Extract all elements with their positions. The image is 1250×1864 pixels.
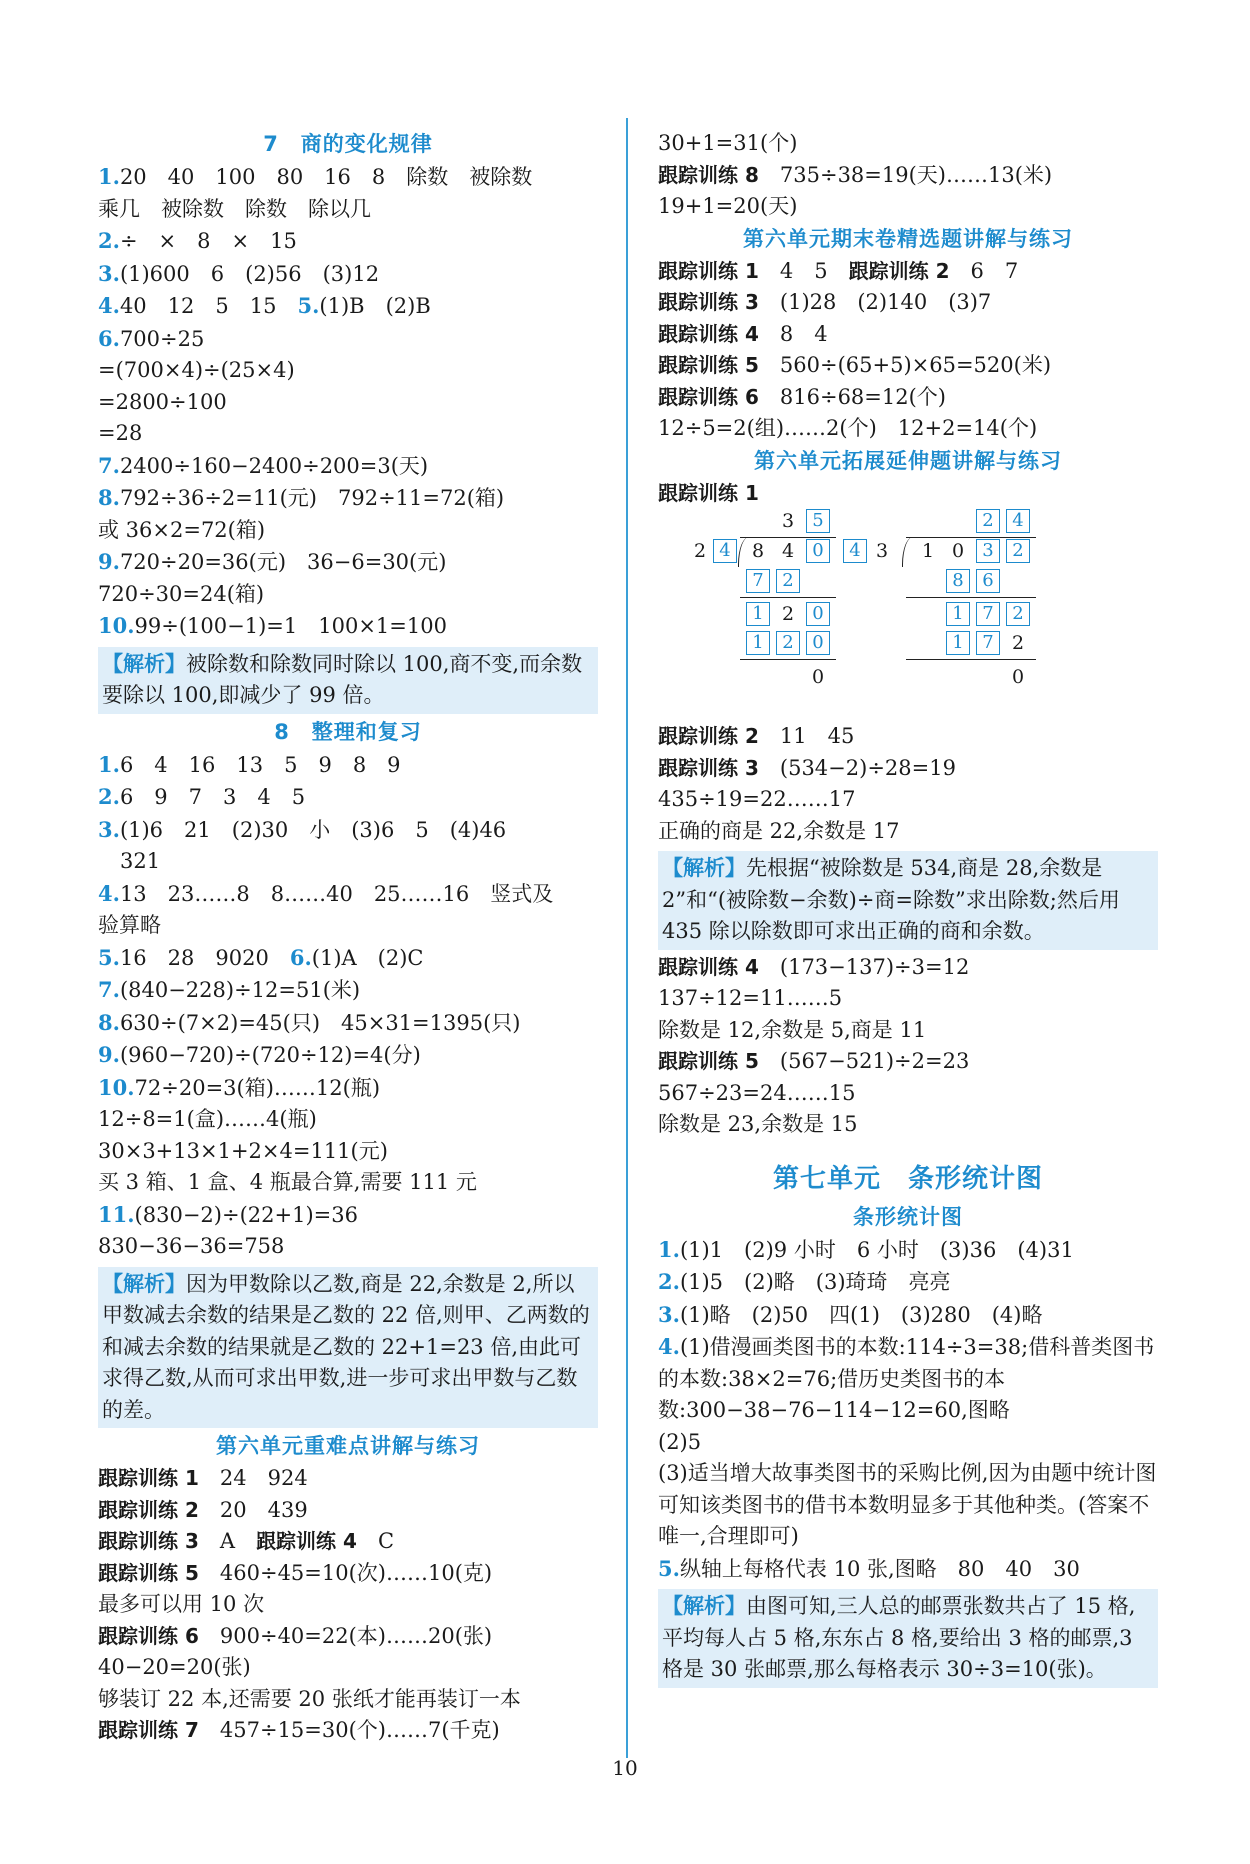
question-number: 10. xyxy=(98,613,135,638)
division-bracket xyxy=(902,537,913,567)
answer-text: (1)600 6 (2)56 (3)12 xyxy=(119,261,380,286)
answer-text: 11 45 xyxy=(758,724,855,748)
analysis-box xyxy=(658,851,1158,950)
answer-line xyxy=(658,1046,1158,1078)
digit: 1 xyxy=(921,540,935,562)
answer-line xyxy=(98,610,598,643)
drill-label: 跟踪训练 3 xyxy=(98,1529,199,1553)
answer-text: 735÷38=19(天)……13(米) xyxy=(758,162,1053,187)
answer-line xyxy=(658,413,1158,445)
answer-line xyxy=(98,323,598,356)
digit: 2 xyxy=(781,603,795,625)
filled-digit-box: 0 xyxy=(806,539,830,563)
filled-digit-box: 7 xyxy=(976,602,1000,626)
answer-line xyxy=(658,1234,1158,1267)
answer-text: (1)借漫画类图书的本数:114÷3=38;借科普类图书的本数:38×2=76;借历史类图书的本数:300−38−76−114−12=60,图略 xyxy=(658,1335,1155,1422)
answer-line xyxy=(98,161,598,194)
section-heading: 8 整理和复习 xyxy=(274,719,422,744)
analysis-tag: 【解析】 xyxy=(662,856,746,880)
answer-text: 2400÷160−2400÷200=3(天) xyxy=(119,453,429,478)
answer-line xyxy=(98,450,598,483)
answer-text: 或 36×2=72(箱) xyxy=(98,517,266,542)
answer-text: 纵轴上每格代表 10 张,图略 80 40 30 xyxy=(679,1556,1080,1581)
answer-line xyxy=(658,983,1158,1015)
filled-digit-box: 3 xyxy=(976,539,1000,563)
answer-text: ÷ × 8 × 15 xyxy=(119,229,297,253)
answer-line xyxy=(658,287,1158,319)
answer-line xyxy=(658,191,1158,223)
division-bar xyxy=(906,537,1036,538)
answer-line xyxy=(98,1558,598,1590)
answer-line xyxy=(658,1109,1158,1141)
answer-line xyxy=(658,753,1158,785)
answer-text: 40 12 5 15 xyxy=(119,294,298,318)
filled-digit-box: 2 xyxy=(1006,602,1030,626)
answer-text: (840−228)÷12=51(米) xyxy=(119,978,361,1002)
section-heading: 条形统计图 xyxy=(853,1204,963,1229)
analysis-text: 因为甲数除以乙数,商是 22,余数是 2,所以甲数减去余数的结果是乙数的 22 倍,则甲、乙两数的和减去余数的结果就是乙数的 22+1=23 倍,由此可求得乙数,从而可求出甲数,进一步可求出甲数与乙数的差。 xyxy=(102,1271,590,1422)
answer-text: (1)1 (2)9 小时 6 小时 (3)36 (4)31 xyxy=(679,1237,1074,1262)
answer-text: 买 3 箱、1 盒、4 瓶最合算,需要 111 元 xyxy=(98,1170,477,1194)
answer-line xyxy=(98,1652,598,1684)
answer-text: =28 xyxy=(98,421,143,445)
question-number: 9. xyxy=(98,549,120,574)
right-column-top xyxy=(658,128,1158,509)
answer-text: 567÷23=24……15 xyxy=(658,1080,856,1105)
answer-line xyxy=(98,258,598,291)
answer-text: 13 23……8 8……40 25……16 竖式及 xyxy=(119,881,554,906)
filled-digit-box: 7 xyxy=(746,569,770,593)
answer-text: 30+1=31(个) xyxy=(658,131,798,155)
answer-line xyxy=(658,816,1158,848)
answer-line xyxy=(98,814,598,847)
subtraction-line xyxy=(740,597,836,598)
drill-label: 跟踪训练 3 xyxy=(658,290,759,314)
answer-text: (1)略 (2)50 四(1) (3)280 (4)略 xyxy=(679,1302,1043,1327)
analysis-text: 先根据“被除数是 534,商是 28,余数是 2”和“(被除数−余数)÷商=除数”求出除数;然后用 435 除以除数即可求出正确的商和余数。 xyxy=(662,856,1120,943)
drill-label: 跟踪训练 5 xyxy=(658,1049,759,1073)
question-number: 6. xyxy=(98,325,120,351)
answer-line xyxy=(98,546,598,579)
division-bar xyxy=(740,537,836,538)
answer-line xyxy=(98,1167,598,1199)
answer-line xyxy=(98,1495,598,1527)
answer-line xyxy=(658,1331,1158,1427)
answer-line xyxy=(658,128,1158,160)
filled-digit-box: 4 xyxy=(1006,509,1030,533)
digit: 2 xyxy=(1011,632,1025,654)
answer-line xyxy=(98,515,598,547)
answer-line xyxy=(658,256,1158,288)
answer-line xyxy=(98,1684,598,1716)
answer-line xyxy=(98,225,598,258)
answer-text: 12÷8=1(盒)……4(瓶) xyxy=(98,1107,317,1131)
answer-text: 460÷45=10(次)……10(克) xyxy=(198,1560,493,1585)
answer-text: 720÷30=24(箱) xyxy=(98,581,265,606)
answer-line xyxy=(98,1589,598,1621)
answer-text: 16 28 9020 xyxy=(119,945,290,970)
subtraction-line xyxy=(740,659,836,660)
question-number: 1. xyxy=(98,164,120,189)
drill-label: 跟踪训练 6 xyxy=(98,1623,199,1648)
answer-text: 19+1=20(天) xyxy=(658,194,798,218)
digit: 3 xyxy=(781,510,795,532)
section-heading: 第六单元重难点讲解与练习 xyxy=(216,1434,480,1458)
answer-text: C xyxy=(356,1529,395,1553)
drill-label: 跟踪训练 4 xyxy=(256,1529,357,1553)
answer-text: 560÷(65+5)×65=520(米) xyxy=(758,353,1052,377)
answer-text: 6 9 7 3 4 5 xyxy=(119,785,306,809)
analysis-tag: 【解析】 xyxy=(102,651,186,676)
filled-digit-box: 1 xyxy=(946,602,970,626)
drill-label: 跟踪训练 1 xyxy=(658,480,759,505)
answer-text: 30×3+13×1+2×4=111(元) xyxy=(98,1138,388,1163)
answer-text: 99÷(100−1)=1 100×1=100 xyxy=(134,614,447,638)
drill-label: 跟踪训练 1 xyxy=(98,1466,199,1490)
answer-line xyxy=(658,350,1158,382)
answer-line xyxy=(98,1715,598,1747)
answer-text: (173−137)÷3=12 xyxy=(758,954,970,979)
drill-label: 跟踪训练 2 xyxy=(658,724,759,748)
digit: 2 xyxy=(693,540,707,562)
question-number: 7. xyxy=(98,977,120,1002)
answer-line xyxy=(98,1039,598,1072)
answer-text: 6 7 xyxy=(949,258,1019,283)
column-divider xyxy=(626,118,628,1758)
drill-label: 跟踪训练 6 xyxy=(658,384,759,409)
question-number: 5. xyxy=(297,293,320,318)
answer-line xyxy=(658,721,1158,753)
answer-text: =(700×4)÷(25×4) xyxy=(98,358,295,382)
answer-line xyxy=(98,1104,598,1136)
answer-line xyxy=(658,1266,1158,1299)
answer-text: 6 4 16 13 5 9 8 9 xyxy=(119,752,401,777)
drill-label: 跟踪训练 5 xyxy=(658,353,759,377)
answer-text: 816÷68=12(个) xyxy=(758,384,946,409)
answer-line xyxy=(658,1553,1158,1586)
answer-text: 720÷20=36(元) 36−6=30(元) xyxy=(119,550,447,574)
answer-text: 24 924 xyxy=(198,1466,308,1490)
answer-text: 20 40 100 80 16 8 除数 被除数 xyxy=(119,165,533,189)
answer-text: (830−2)÷(22+1)=36 xyxy=(134,1202,358,1227)
answer-text: 除数是 23,余数是 15 xyxy=(658,1112,858,1136)
answer-line xyxy=(98,1072,598,1105)
answer-text: 435÷19=22……17 xyxy=(658,787,856,811)
filled-digit-box: 2 xyxy=(976,509,1000,533)
question-number: 4. xyxy=(98,293,120,318)
answer-line xyxy=(98,910,598,942)
analysis-tag: 【解析】 xyxy=(102,1271,186,1296)
answer-text: (960−720)÷(720÷12)=4(分) xyxy=(119,1043,421,1067)
question-number: 3. xyxy=(98,816,120,842)
filled-digit-box: 4 xyxy=(843,539,867,563)
answer-line xyxy=(98,1621,598,1653)
filled-digit-box: 8 xyxy=(946,569,970,593)
answer-text: 792÷36÷2=11(元) 792÷11=72(箱) xyxy=(119,486,505,510)
subtraction-line xyxy=(906,597,1036,598)
digit: 3 xyxy=(875,540,889,562)
drill-label: 跟踪训练 8 xyxy=(658,162,759,187)
answer-text: A xyxy=(198,1529,257,1553)
answer-text: 700÷25 xyxy=(119,326,205,351)
answer-line xyxy=(658,319,1158,351)
answer-line xyxy=(98,290,598,323)
answer-line xyxy=(98,942,598,975)
answer-line xyxy=(98,1526,598,1558)
answer-text: 20 439 xyxy=(198,1497,308,1522)
answer-text: (2)5 xyxy=(658,1429,702,1454)
answer-line xyxy=(98,387,598,419)
digit: 0 xyxy=(951,540,965,562)
answer-text: 137÷12=11……5 xyxy=(658,986,843,1010)
answer-line xyxy=(98,1199,598,1232)
analysis-tag: 【解析】 xyxy=(662,1594,746,1618)
answer-line xyxy=(98,482,598,515)
answer-line xyxy=(98,1463,598,1495)
answer-text: 除数是 12,余数是 5,商是 11 xyxy=(658,1017,927,1042)
answer-text: (1)5 (2)略 (3)琦琦 亮亮 xyxy=(679,1270,951,1294)
answer-text: (567−521)÷2=23 xyxy=(758,1049,970,1073)
filled-digit-box: 5 xyxy=(806,509,830,533)
question-number: 11. xyxy=(98,1201,135,1227)
drill-label: 跟踪训练 7 xyxy=(98,1718,199,1742)
answer-line xyxy=(98,846,598,878)
section-heading: 第六单元拓展延伸题讲解与练习 xyxy=(754,448,1062,473)
question-number: 4. xyxy=(98,880,120,906)
answer-text: 最多可以用 10 次 xyxy=(98,1592,265,1616)
drill-label: 跟踪训练 3 xyxy=(658,755,759,780)
right-column-bottom xyxy=(658,721,1158,1688)
answer-text: 457÷15=30(个)……7(千克) xyxy=(198,1718,500,1742)
answer-text: (1)28 (2)140 (3)7 xyxy=(758,290,992,314)
answer-text: 630÷(7×2)=45(只) 45×31=1395(只) xyxy=(119,1010,521,1035)
analysis-text: 由图可知,三人总的邮票张数共占了 15 格,平均每人占 5 格,东东占 8 格,要给出 3 格的邮票,3 格是 30 张邮票,那么每格表示 30÷3=10(张)。 xyxy=(662,1594,1136,1681)
answer-line xyxy=(658,1299,1158,1332)
answer-line xyxy=(98,418,598,450)
answer-text: 验算略 xyxy=(98,913,161,937)
answer-text: 900÷40=22(本)……20(张) xyxy=(198,1623,493,1648)
answer-line xyxy=(658,1458,1158,1553)
filled-digit-box: 2 xyxy=(776,569,800,593)
answer-line xyxy=(658,160,1158,192)
filled-digit-box: 7 xyxy=(976,631,1000,655)
question-number: 1. xyxy=(658,1236,680,1262)
page-number: 10 xyxy=(612,1756,638,1780)
filled-digit-box: 2 xyxy=(776,631,800,655)
answer-line xyxy=(98,1231,598,1263)
filled-digit-box: 1 xyxy=(746,602,770,626)
drill-label: 跟踪训练 2 xyxy=(848,258,950,283)
question-number: 2. xyxy=(658,1269,680,1294)
digit: 4 xyxy=(781,540,795,562)
answer-line xyxy=(658,1427,1158,1459)
question-number: 10. xyxy=(98,1074,135,1100)
filled-digit-box: 1 xyxy=(946,631,970,655)
drill-label: 跟踪训练 2 xyxy=(98,1497,199,1522)
filled-digit-box: 4 xyxy=(713,539,737,563)
right-column xyxy=(658,128,1158,1690)
question-number: 3. xyxy=(658,1301,680,1327)
question-number: 1. xyxy=(98,751,120,777)
answer-text: (534−2)÷28=19 xyxy=(758,755,956,780)
answer-text: 4 5 xyxy=(758,258,849,283)
section-heading: 7 商的变化规律 xyxy=(263,132,433,156)
answer-line xyxy=(658,1078,1158,1110)
answer-text: 12÷5=2(组)……2(个) 12+2=14(个) xyxy=(658,416,1038,440)
filled-digit-box: 0 xyxy=(806,602,830,626)
question-number: 5. xyxy=(98,944,120,970)
answer-text: (1)B (2)B xyxy=(319,294,431,318)
answer-text: (1)6 21 (2)30 小 (3)6 5 (4)46 xyxy=(119,817,507,842)
answer-text: 40−20=20(张) xyxy=(98,1655,251,1679)
answer-line xyxy=(98,579,598,611)
drill-label: 跟踪训练 4 xyxy=(658,321,759,346)
subtraction-line xyxy=(906,659,1036,660)
answer-text: (3)适当增大故事类图书的采购比例,因为由题中统计图可知该类图书的借书本数明显多于其他种类。(答案不唯一,合理即可) xyxy=(658,1461,1157,1548)
answer-text: 830−36−36=758 xyxy=(98,1234,285,1258)
answer-text: 72÷20=3(箱)……12(瓶) xyxy=(134,1075,381,1100)
answer-text: 够装订 22 本,还需要 20 张纸才能再装订一本 xyxy=(98,1686,521,1711)
answer-text: 321 xyxy=(120,849,161,873)
question-number: 2. xyxy=(98,784,120,809)
answer-line xyxy=(98,878,598,911)
drill-label: 跟踪训练 1 xyxy=(658,258,759,283)
filled-digit-box: 1 xyxy=(746,631,770,655)
analysis-text: 被除数和除数同时除以 100,商不变,而余数要除以 100,即减少了 99 倍。 xyxy=(102,651,583,707)
section-heading: 第六单元期末卷精选题讲解与练习 xyxy=(743,226,1073,251)
left-column xyxy=(98,128,598,1747)
question-number: 9. xyxy=(98,1042,120,1067)
answer-line xyxy=(98,974,598,1007)
digit: 0 xyxy=(811,666,825,688)
answer-line xyxy=(658,784,1158,816)
answer-line xyxy=(98,1136,598,1168)
question-number: 4. xyxy=(658,1334,680,1359)
answer-line xyxy=(98,194,598,226)
answer-line xyxy=(98,355,598,387)
question-number: 6. xyxy=(289,944,312,970)
answer-text: 8 4 xyxy=(758,321,828,346)
question-number: 2. xyxy=(98,228,120,253)
question-number: 8. xyxy=(98,1009,120,1035)
answer-line xyxy=(98,1007,598,1040)
answer-text: =2800÷100 xyxy=(98,389,227,414)
answer-line xyxy=(658,1015,1158,1047)
answer-line xyxy=(658,952,1158,984)
answer-line xyxy=(658,478,1158,510)
answer-text: (1)A (2)C xyxy=(311,945,424,970)
answer-line xyxy=(98,749,598,782)
answer-line xyxy=(658,382,1158,414)
answer-line xyxy=(98,781,598,814)
digit: 0 xyxy=(1011,666,1025,688)
filled-digit-box: 0 xyxy=(806,631,830,655)
unit-title: 第七单元 条形统计图 xyxy=(772,1163,1043,1194)
filled-digit-box: 6 xyxy=(976,569,1000,593)
analysis-box xyxy=(98,1267,598,1429)
digit: 8 xyxy=(751,540,765,562)
answer-text: 正确的商是 22,余数是 17 xyxy=(658,818,900,843)
filled-digit-box: 2 xyxy=(1006,539,1030,563)
analysis-box xyxy=(98,647,598,714)
question-number: 3. xyxy=(98,260,120,286)
long-division-area xyxy=(658,509,1158,721)
question-number: 8. xyxy=(98,485,120,510)
question-number: 7. xyxy=(98,452,120,478)
analysis-box xyxy=(658,1589,1158,1688)
drill-label: 跟踪训练 4 xyxy=(658,954,759,979)
answer-text: 乘几 被除数 除数 除以几 xyxy=(98,196,371,221)
drill-label: 跟踪训练 5 xyxy=(98,1560,199,1585)
question-number: 5. xyxy=(658,1555,680,1581)
